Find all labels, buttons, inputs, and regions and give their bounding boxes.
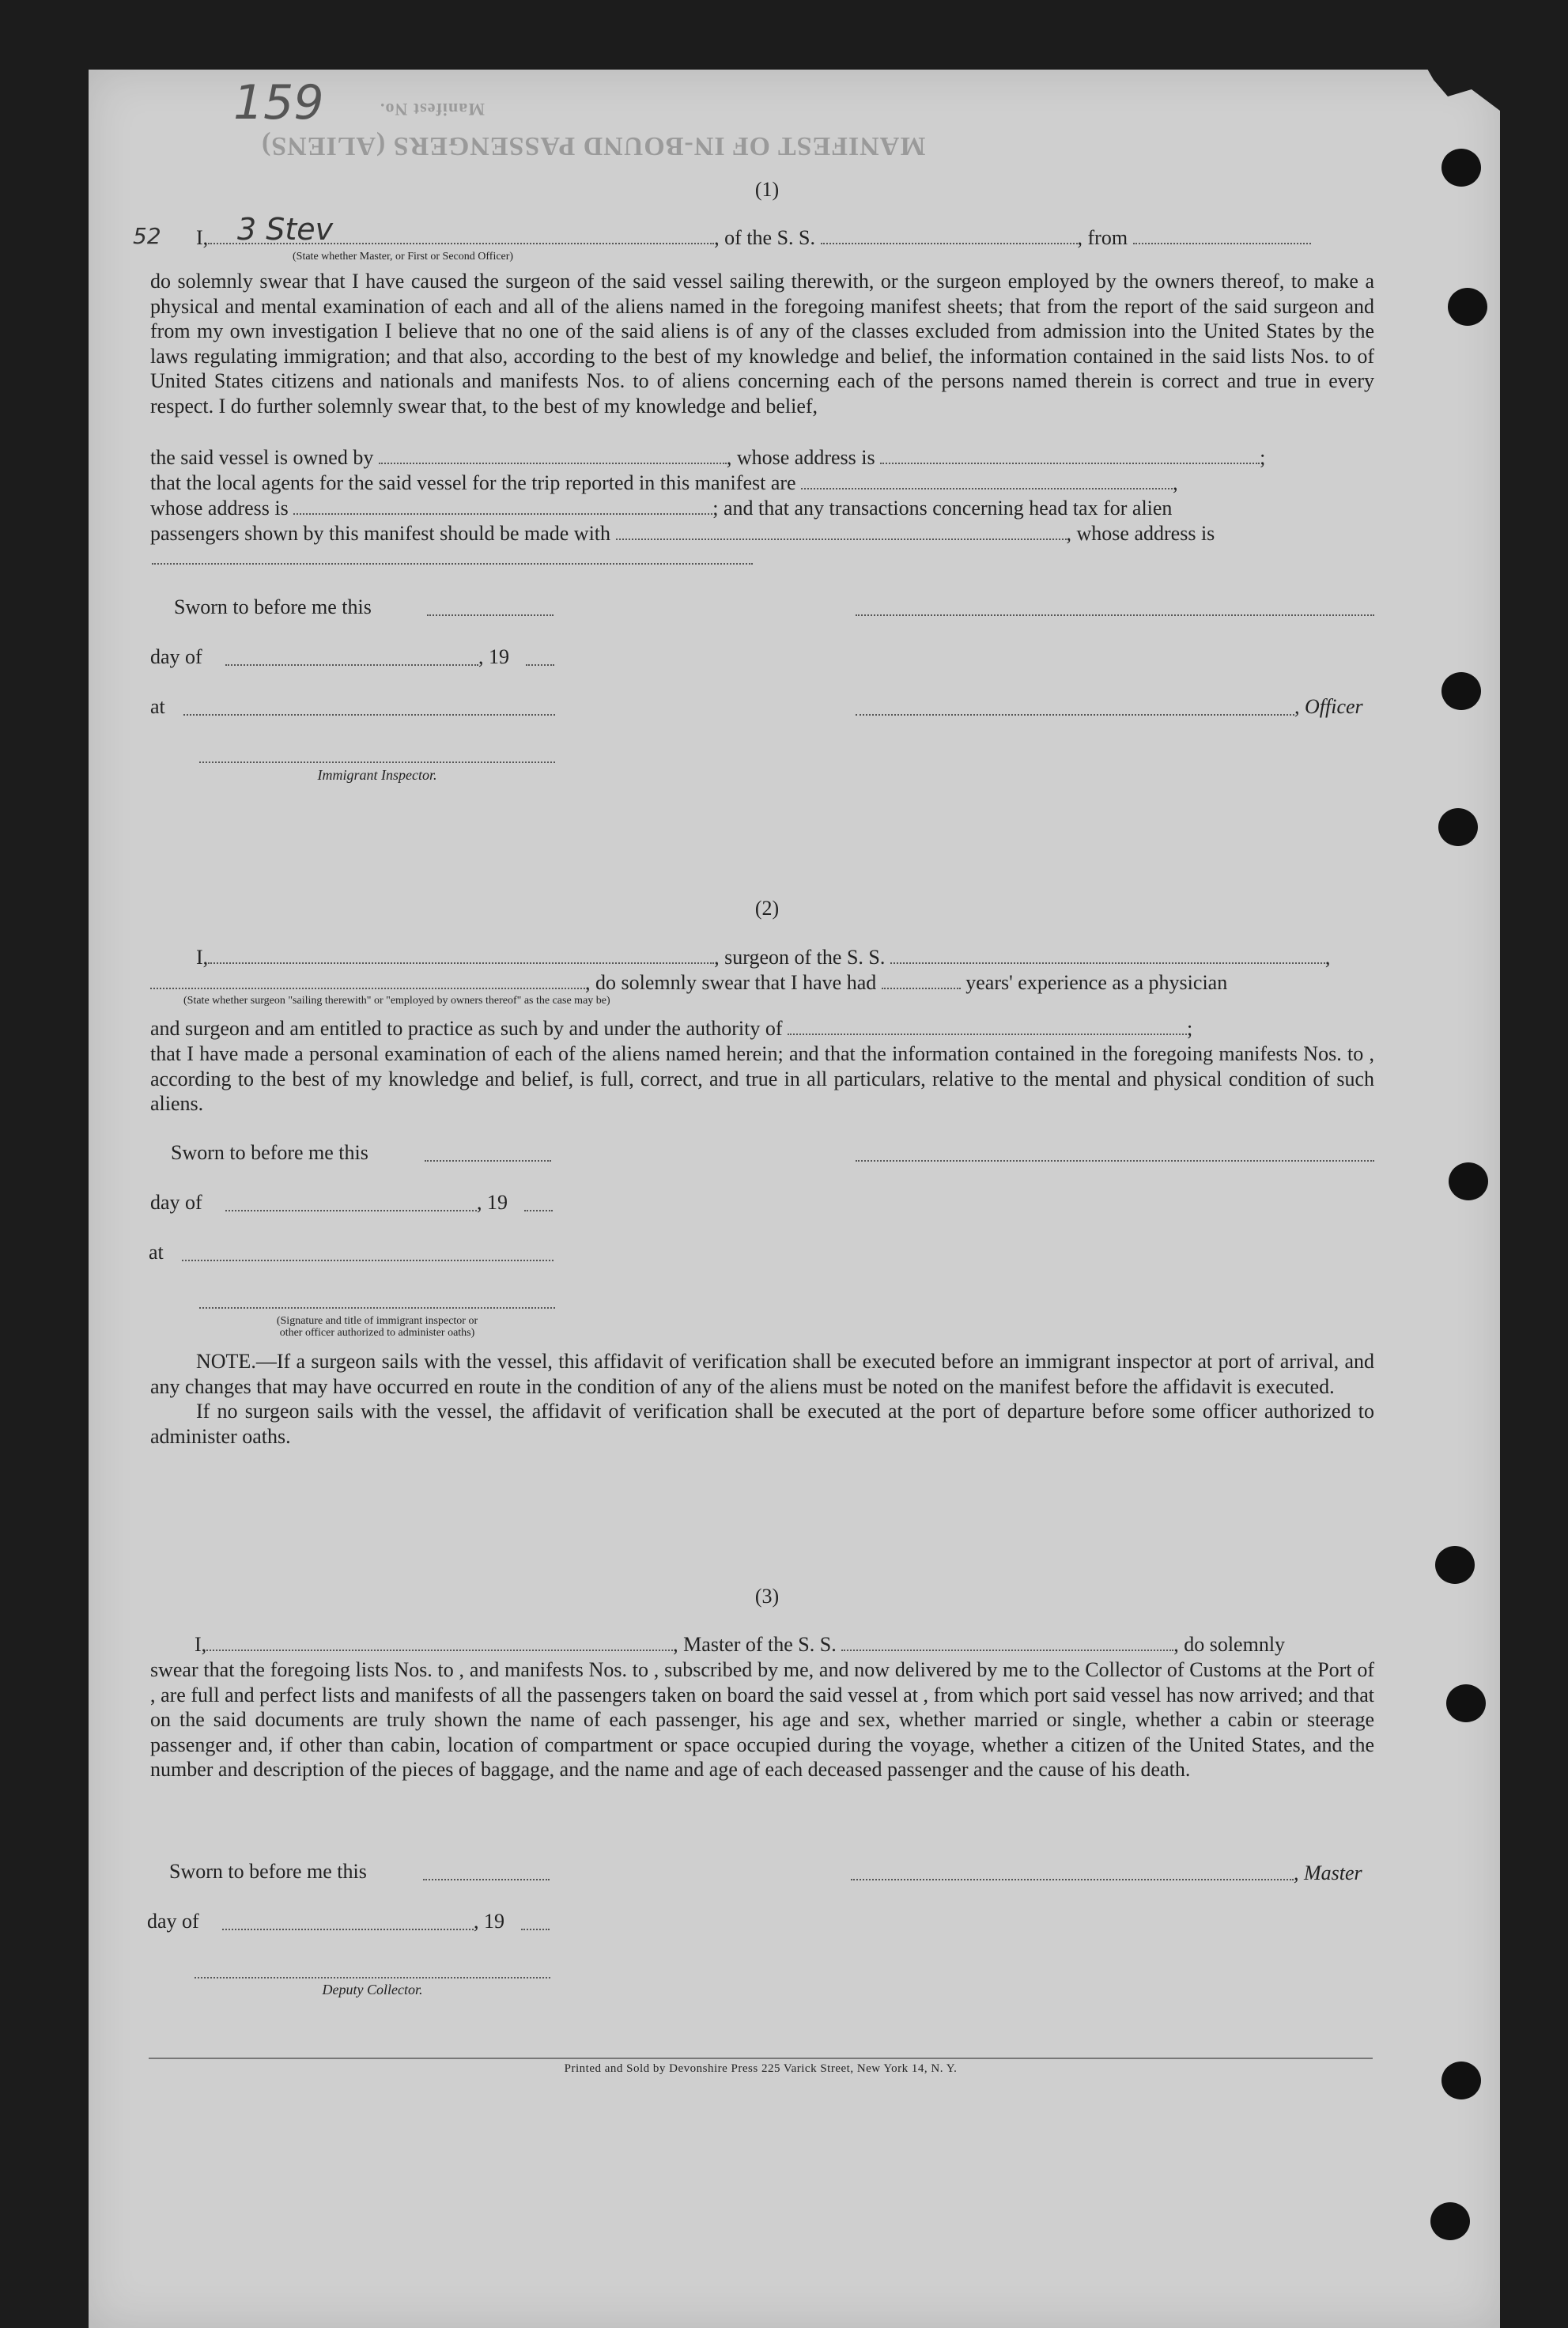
section-3-prefix: I,: [195, 1633, 207, 1656]
section-1-from: , from: [1077, 226, 1128, 249]
signature-field[interactable]: [856, 614, 1374, 616]
show-through-manifest-no: Manifest No.: [380, 100, 485, 119]
head-tax-contact-field[interactable]: [616, 523, 1067, 540]
section-2-line-1: I, , surgeon of the S. S. ,: [196, 946, 1331, 969]
owned-by-label: the said vessel is owned by: [150, 446, 374, 469]
section-2-line-2: [150, 970, 1374, 996]
signature-caption-2: other officer authorized to administer oaths): [279, 1327, 475, 1339]
authority-label: and surgeon and am entitled to practice as such by and under the authority of: [150, 1017, 783, 1040]
section-2-caption: (State whether surgeon "sailing therewith" or "employed by owners thereof" as the case may be): [183, 995, 610, 1007]
signature-field[interactable]: [856, 1160, 1374, 1162]
master-name-field[interactable]: [208, 227, 714, 244]
section-2-body: [150, 1041, 1374, 1117]
binder-hole: [1441, 672, 1481, 710]
section-2-sworn: Sworn to before me this: [171, 1141, 368, 1164]
vessel-name-field[interactable]: [821, 227, 1078, 244]
master-label: , Master of the S. S.: [673, 1633, 837, 1656]
year-field[interactable]: [526, 664, 554, 666]
section-3-year: , 19: [474, 1910, 504, 1933]
officer-label: , Officer: [1294, 695, 1363, 718]
master-name-field[interactable]: [206, 1634, 673, 1651]
solemnly-label: , do solemnly: [1173, 1633, 1286, 1656]
binder-hole: [1438, 808, 1478, 846]
local-agents-field[interactable]: [801, 472, 1173, 489]
section-1-of-ss: , of the S. S.: [714, 226, 816, 249]
signature-caption-1: (Signature and title of immigrant inspector or: [276, 1315, 478, 1327]
binder-hole: [1448, 288, 1487, 326]
handwritten-signature: 3 Stev: [237, 212, 334, 247]
section-1-at: at: [150, 695, 165, 718]
section-1-line-1: [196, 225, 1374, 251]
sworn-date-field[interactable]: [423, 1879, 550, 1880]
note-text-2: If no surgeon sails with the vessel, the affidavit of verification shall be executed at the port of departure before some officer authorized to administer oaths.: [150, 1400, 1374, 1448]
section-1-prefix: I,: [196, 226, 209, 249]
section-2-number: (2): [754, 897, 780, 920]
collector-signature-field[interactable]: [195, 1977, 550, 1978]
section-1-owned-line: the said vessel is owned by , whose address is ;: [150, 446, 1266, 469]
section-2-at: at: [149, 1241, 164, 1264]
section-2-note: [150, 1349, 1374, 1449]
show-through-title: MANIFEST OF IN-BOUND PASSENGERS (ALIENS): [261, 131, 926, 161]
binder-hole: [1449, 1162, 1488, 1200]
owner-field[interactable]: [379, 447, 727, 464]
binder-hole: [1441, 2062, 1481, 2099]
years-experience-field[interactable]: [882, 972, 961, 989]
passengers-label: passengers shown by this manifest should be made with: [150, 522, 611, 545]
master-vessel-field[interactable]: [841, 1634, 1173, 1651]
officer-signature-field[interactable]: [856, 714, 1294, 716]
day-of-field[interactable]: [222, 1929, 474, 1930]
section-3-line-1: [195, 1632, 1374, 1657]
year-field[interactable]: [521, 1929, 550, 1930]
binder-hole: [1446, 1684, 1486, 1722]
day-of-field[interactable]: [225, 664, 478, 666]
binder-hole: [1441, 149, 1481, 187]
section-3-oath-text: swear that the foregoing lists Nos. to , and manifests Nos. to , subscribed by me, and now delivered by me to the Collector of Customs at the Port of , are full and perfect lists and manifests of all the passengers taken on board the said vessel at , from which port said vessel has now arrived; and that on the said documents are truly shown the name of each passenger, his age and sex, whether married or single, whether a cabin or steerage passenger and, if other than cabin, location of compartment or space occupied during the voyage, whether a citizen of the United States, and the number and description of the pieces of baggage, and the name and age of each deceased passenger and the cause of his death.: [150, 1658, 1374, 1781]
section-3-sworn: Sworn to before me this: [169, 1860, 367, 1883]
printer-credit: Printed and Sold by Devonshire Press 225 Varick Street, New York 14, N. Y.: [564, 2062, 958, 2075]
collector-label: Deputy Collector.: [322, 1982, 423, 1997]
surgeon-type-field[interactable]: [150, 972, 585, 989]
section-1-day-of: day of: [150, 645, 202, 668]
master-label: , Master: [1294, 1861, 1362, 1884]
inspector-label: Immigrant Inspector.: [317, 767, 437, 783]
surgeon-label: , surgeon of the S. S.: [714, 946, 886, 969]
section-2-year: , 19: [477, 1191, 508, 1214]
section-2-day-of: day of: [150, 1191, 202, 1214]
agent-address-field[interactable]: [293, 497, 712, 515]
section-1-body: [150, 269, 1374, 418]
swear-label: , do solemnly swear that I have had: [585, 971, 877, 994]
address-label: , whose address is: [726, 446, 875, 469]
years-label: years' experience as a physician: [965, 971, 1228, 994]
at-field[interactable]: [183, 714, 555, 716]
origin-port-field[interactable]: [1133, 227, 1311, 244]
inspector-signature-field[interactable]: [199, 762, 555, 763]
contact-address-label: , whose address is: [1066, 522, 1215, 545]
contact-address-field[interactable]: [152, 563, 753, 565]
section-1-agents-line: that the local agents for the said vessel for the trip reported in this manifest are ,: [150, 471, 1178, 494]
surgeon-vessel-field[interactable]: [890, 947, 1325, 964]
section-1-year: , 19: [478, 645, 509, 668]
section-1-oath-text: do solemnly swear that I have caused the surgeon of the said vessel sailing therewith, or the surgeon employed by the owners thereof, to make a physical and mental examination of each and all of the aliens named in the foregoing manifest sheets; that from the report of the said surgeon and from my own investigation I believe that no one of the said aliens is of any of the classes excluded from admission into the United States by the laws regulating immigration; and that also, according to the best of my knowledge and belief, the information contained in the said lists Nos. to of United States citizens and nationals and manifests Nos. to of aliens concerning each of the persons named therein is correct and true in every respect. I do further solemnly swear that, to the best of my knowledge and belief,: [150, 270, 1374, 418]
section-1-passengers-line: [150, 521, 1374, 546]
sworn-date-field[interactable]: [425, 1160, 551, 1162]
section-3-day-of: day of: [147, 1910, 199, 1933]
master-signature-field[interactable]: [851, 1879, 1294, 1880]
footer-rule: [149, 2058, 1373, 2059]
section-3-number: (3): [754, 1585, 780, 1608]
local-agents-label: that the local agents for the said vessel for the trip reported in this manifest are: [150, 471, 796, 494]
section-1-number: (1): [754, 178, 780, 201]
section-1-sworn: Sworn to before me this: [174, 595, 372, 618]
binder-hole: [1435, 1546, 1475, 1584]
inspector-signature-field[interactable]: [199, 1307, 555, 1309]
surgeon-name-field[interactable]: [208, 947, 714, 964]
owner-address-field[interactable]: [880, 447, 1260, 464]
agent-address-label: whose address is: [150, 497, 289, 520]
authority-field[interactable]: [788, 1018, 1187, 1035]
at-field[interactable]: [182, 1260, 554, 1261]
section-3-body: [150, 1657, 1374, 1782]
binder-hole: [1430, 2202, 1470, 2240]
sworn-date-field[interactable]: [427, 614, 554, 616]
section-2-authority-line: and surgeon and am entitled to practice as such by and under the authority of ;: [150, 1017, 1193, 1040]
handwritten-margin-mark: 52: [133, 223, 161, 249]
note-text: NOTE.—If a surgeon sails with the vessel, this affidavit of verification shall be executed before an immigrant inspector at port of arrival, and any changes that may have occurred en route in the condition of any of the aliens must be noted on the manifest before the affidavit is executed.: [150, 1350, 1374, 1398]
head-tax-label: ; and that any transactions concerning head tax for alien: [712, 497, 1173, 520]
section-2-oath-text: that I have made a personal examination of each of the aliens named herein; and that the information contained in the foregoing manifests Nos. to , according to the best of my knowledge and belief, is full, correct, and true in all particulars, relative to the mental and physical condition of such aliens.: [150, 1042, 1374, 1115]
section-2-prefix: I,: [196, 946, 209, 969]
section-1-caption: (State whether Master, or First or Second Officer): [293, 251, 514, 263]
year-field[interactable]: [524, 1210, 553, 1211]
section-1-address-line: [150, 496, 1374, 521]
day-of-field[interactable]: [225, 1210, 477, 1211]
handwritten-number: 159: [233, 75, 324, 130]
